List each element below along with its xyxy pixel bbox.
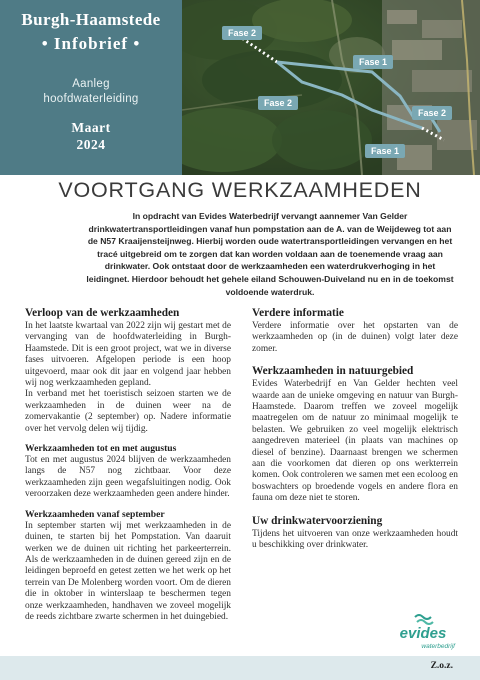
issue-year: 2024: [76, 137, 106, 152]
map-label-phase-2-east: Fase 2: [412, 106, 452, 120]
section-heading-more-info: Verdere informatie: [252, 307, 344, 319]
map-label-phase-2-center: Fase 2: [258, 96, 298, 110]
nature-paragraph: Evides Waterbedrijf en Van Gelder hechten veel waarde aan de unieke omgeving en natuur van Burgh-Haamstede. Daarom treffen we zoveel mogelijk maatregelen om de natuur zo minimaal mogelijk te belasten. We gebruiken zo veel mogelijk elektrisch aangedreven materieel (in plaats van machines op diesel of benzine). Daarnaast brengen we schermen aan die voorkomen dat dieren op ons werkterrein komen. Ook controleren we samen met een ecoloog en boswachters op broedende vogels en andere flora en fauna om deze niet te storen.: [252, 379, 458, 504]
until-august-paragraph: Tot en met augustus 2024 blijven de werkzaamheden langs de N57 nog zichtbaar. Voor deze werkzaamheden zijn geen wegafsluitingen nodig. Ook veroorzaken deze werkzaamheden geen andere hinder.: [25, 455, 231, 500]
subheading-until-august: Werkzaamheden tot en met augustus: [25, 443, 177, 455]
section-heading-progress: Verloop van de werkzaamheden: [25, 307, 180, 319]
map-label-phase-1-east: Fase 1: [353, 55, 393, 69]
section-heading-drinking-water: Uw drinkwatervoorziening: [252, 514, 383, 527]
section-heading-nature: Werkzaamheden in natuurgebied: [252, 365, 414, 378]
subheading-from-september: Werkzaamheden vanaf september: [25, 508, 165, 520]
newsletter-title: Burgh-Haamstede: [21, 10, 161, 29]
right-column: [252, 307, 458, 552]
logo-tagline: waterbedrijf: [421, 643, 455, 650]
from-september-paragraph: In september starten wij met werkzaamheden in de duinen, te starten bij het Pompstation. Van daaruit werken we de duinen uit richting het parkeerterrein. Als de werkzaamheden in de duinen gereed zijn en de leidingen beproefd en getest zetten we het werk op het terrein van De Molenberg worden voort. Om de dieren die in oktober in winterslaap te beschermen tegen onze werkzaamheden, handhaven we zoveel mogelijk de reeds zichtbare zwarte schermen in het duingebied.: [25, 520, 231, 622]
evides-logo: [391, 612, 455, 658]
newsletter-title-sub: • Infobrief •: [41, 34, 141, 53]
route-map: [182, 0, 480, 175]
logo-wordmark: evides: [399, 625, 447, 642]
map-label-phase-1-south: Fase 1: [365, 144, 405, 158]
drinking-water-paragraph: Tijdens het uitvoeren van onze werkzaamheden houdt u beschikking over drinkwater.: [252, 528, 458, 551]
left-column: [25, 307, 231, 623]
project-subtitle-2: hoofdwaterleiding: [43, 93, 139, 105]
progress-paragraph-1: In het laatste kwartaal van 2022 zijn wij gestart met de vervanging van de hoofdwaterleiding in Burgh-Haamstede. Dit is een groot project, wat we in diverse fases uitvoeren. Afgelopen periode is een hoop uitgevoerd, maar ook dit jaar en volgend jaar hebben wij nog werkzaamheden gepland.: [25, 321, 231, 389]
map-label-phase-2-north: Fase 2: [222, 26, 262, 40]
project-subtitle: Aanleg: [72, 78, 110, 90]
page-title: VOORTGANG WERKZAAMHEDEN: [58, 178, 422, 202]
issue-month: Maart: [71, 120, 111, 135]
please-turn-over: Z.o.z.: [430, 661, 453, 671]
progress-paragraph-2: In verband met het toeristisch seizoen starten we de werkzaamheden in de duinen weer na de zomervakantie (2 september) op. Nadere informatie over het vervolg delen wij tijdig.: [25, 389, 231, 434]
footer-bar: [0, 656, 480, 680]
intro-paragraph: In opdracht van Evides Waterbedrijf vervangt aannemer Van Gelder drinkwatertransportleidingen vanaf hun pompstation aan de A. van de Weijdeweg tot aan de N57 Kraaijensteijnweg. Hierbij worden oude watertransportleidingen vervangen en het tracé uitgebreid om te zorgen dat kan worden voldaan aan de toenemende vraag aan drinkwater. Ook ontstaat door de werkzaamheden een waterdrukverhoging in het leidingnet. Hierdoor behoudt het gehele eiland Schouwen-Duiveland nu en in de toekomst voldoende waterdruk.: [86, 211, 454, 297]
more-info-paragraph: Verdere informatie over het opstarten van de werkzaamheden op (in de duinen) volgt later deze zomer.: [252, 321, 458, 354]
header-panel: [0, 0, 182, 175]
